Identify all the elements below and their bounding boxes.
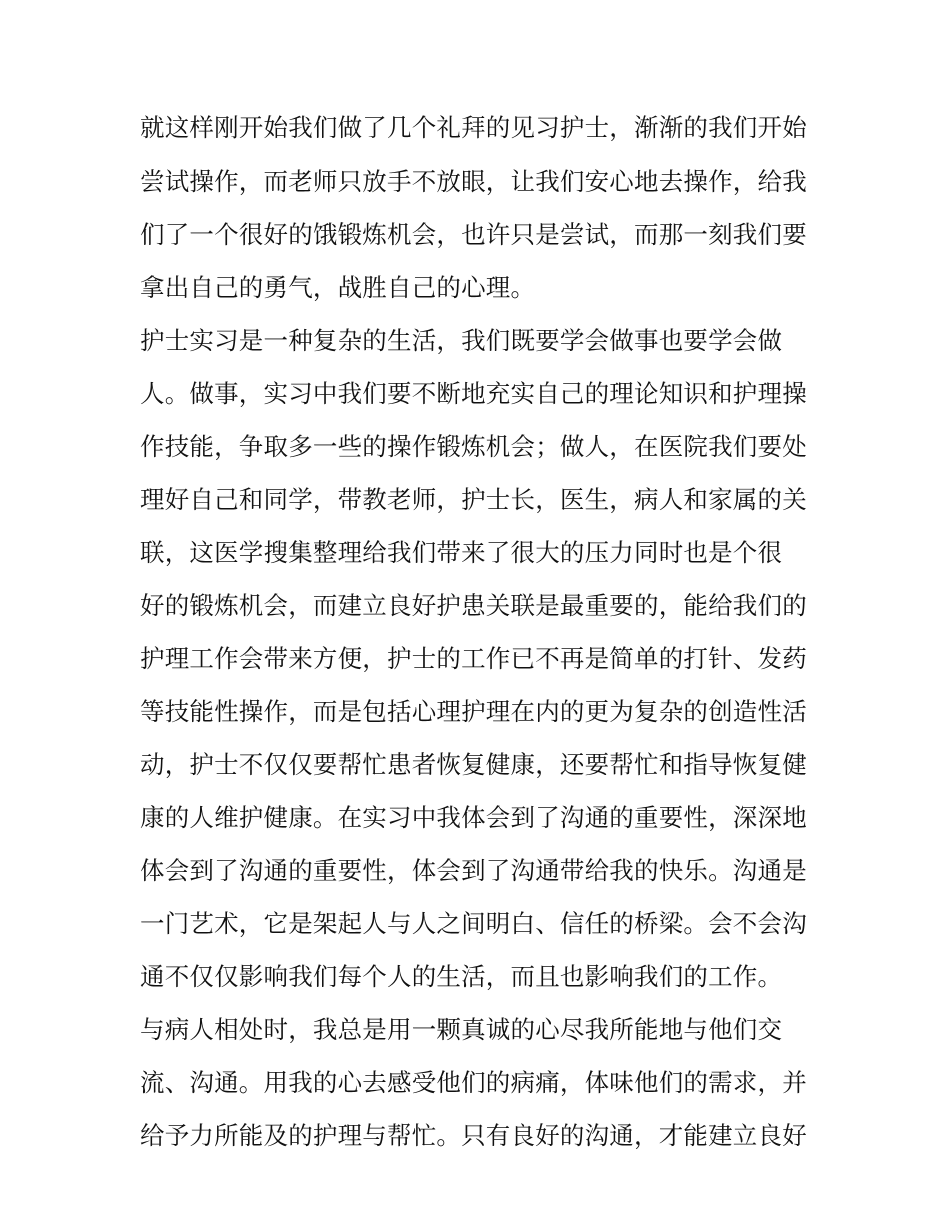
text-line: 一门艺术，它是架起人与人之间明白、信任的桥梁。会不会沟 bbox=[140, 909, 807, 938]
text-line: 好的锻炼机会，而建立良好护患关联是最重要的，能给我们的 bbox=[140, 591, 807, 620]
text-line: 理好自己和同学，带教老师，护士长，医生，病人和家属的关 bbox=[140, 485, 807, 514]
text-line: 护理工作会带来方便，护士的工作已不再是简单的打针、发药 bbox=[140, 644, 807, 673]
text-line: 联，这医学搜集整理给我们带来了很大的压力同时也是个很 bbox=[140, 538, 783, 567]
text-line: 拿出自己的勇气，战胜自己的心理。 bbox=[140, 273, 536, 302]
text-line: 给予力所能及的护理与帮忙。只有良好的沟通，才能建立良好 bbox=[140, 1121, 807, 1150]
text-line: 们了一个很好的饿锻炼机会，也许只是尝试，而那一刻我们要 bbox=[140, 220, 807, 249]
text-line: 体会到了沟通的重要性，体会到了沟通带给我的快乐。沟通是 bbox=[140, 856, 807, 885]
text-line: 与病人相处时，我总是用一颗真诚的心尽我所能地与他们交 bbox=[140, 1015, 783, 1044]
text-line: 通不仅仅影响我们每个人的生活，而且也影响我们的工作。 bbox=[140, 962, 783, 991]
text-line: 康的人维护健康。在实习中我体会到了沟通的重要性，深深地 bbox=[140, 803, 807, 832]
text-line: 就这样刚开始我们做了几个礼拜的见习护士，渐渐的我们开始 bbox=[140, 113, 807, 142]
text-line: 作技能，争取多一些的操作锻炼机会；做人，在医院我们要处 bbox=[140, 432, 807, 461]
text-line: 流、沟通。用我的心去感受他们的病痛，体味他们的需求，并 bbox=[140, 1068, 807, 1097]
text-line: 护士实习是一种复杂的生活，我们既要学会做事也要学会做 bbox=[140, 326, 783, 355]
text-line: 动，护士不仅仅要帮忙患者恢复健康，还要帮忙和指导恢复健 bbox=[140, 750, 807, 779]
text-line: 等技能性操作，而是包括心理护理在内的更为复杂的创造性活 bbox=[140, 697, 807, 726]
text-line: 人。做事，实习中我们要不断地充实自己的理论知识和护理操 bbox=[140, 379, 807, 408]
text-line: 尝试操作，而老师只放手不放眼，让我们安心地去操作，给我 bbox=[140, 167, 807, 196]
